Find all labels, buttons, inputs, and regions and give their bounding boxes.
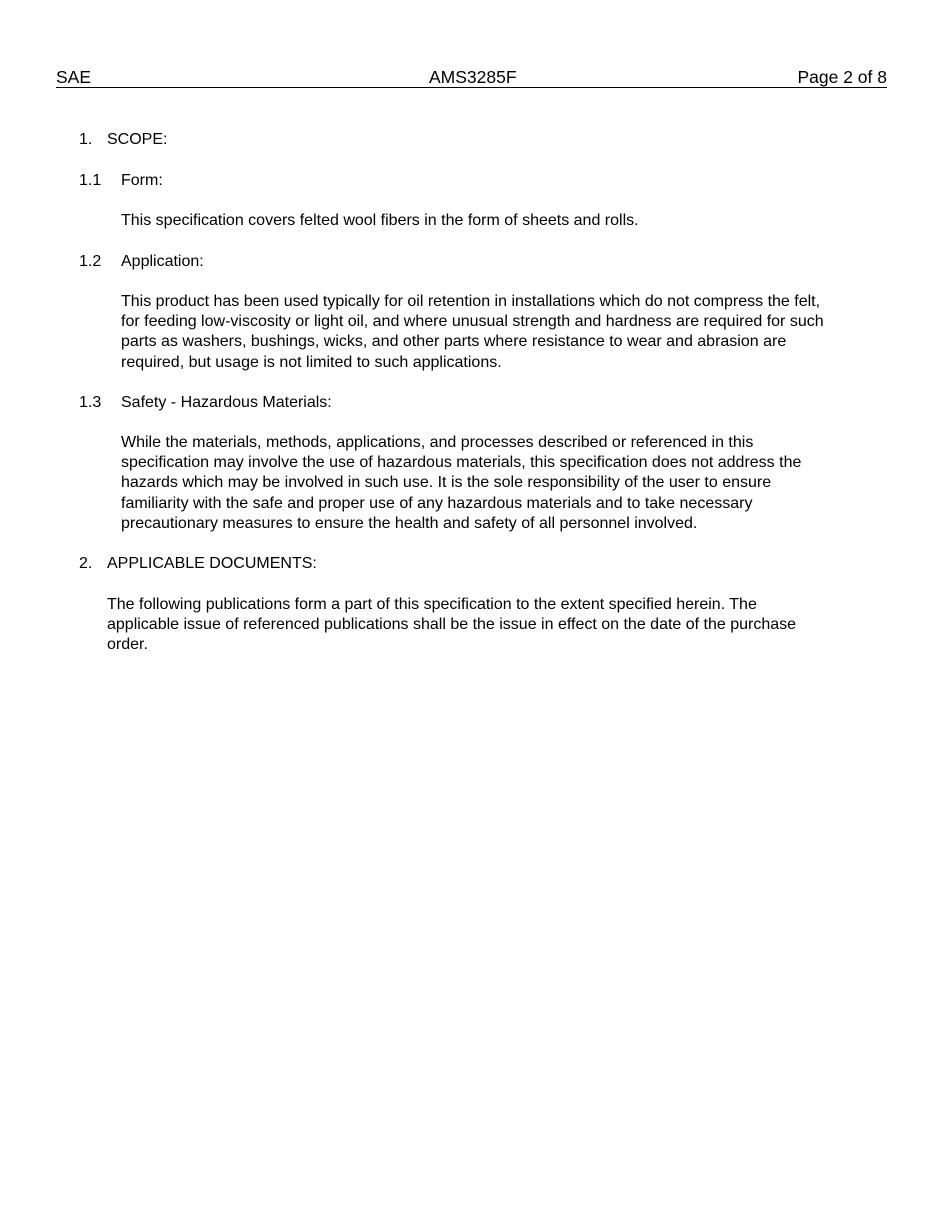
- section-1-1-body: This specification covers felted wool fibers in the form of sheets and rolls.: [121, 212, 639, 229]
- section-1-2-line: This product has been used typically for oil retention in installations which do not compress the felt,: [121, 293, 821, 310]
- section-2-line: applicable issue of referenced publications shall be the issue in effect on the date of the purchase: [107, 616, 797, 634]
- section-1-title: SCOPE:: [107, 131, 168, 148]
- section-1-3-line: hazards which may be involved in such use. It is the sole responsibility of the user to ensure: [121, 474, 772, 492]
- section-2-body: [107, 595, 796, 656]
- section-1-3-title: Safety - Hazardous Materials:: [121, 394, 332, 411]
- section-1-3-line: precautionary measures to ensure the health and safety of all personnel involved.: [121, 514, 698, 532]
- section-2-number: 2.: [79, 555, 93, 572]
- section-1-3-line: familiarity with the safe and proper use of any hazardous materials and to take necessary: [121, 494, 753, 512]
- section-1-number: 1.: [79, 131, 93, 148]
- section-2-line: order.: [107, 636, 148, 654]
- section-1-2-number: 1.2: [79, 253, 102, 270]
- header-page-number: Page 2 of 8: [797, 67, 887, 87]
- section-1-3-line: specification may involve the use of hazardous materials, this specification does not address the: [121, 454, 802, 472]
- section-1-3-line: While the materials, methods, applications, and processes described or referenced in this: [121, 434, 754, 451]
- section-1-3-body: [121, 433, 801, 534]
- section-1-2-body: [121, 292, 824, 373]
- section-2-line: The following publications form a part of this specification to the extent specified herein. The: [107, 596, 757, 613]
- section-1-2-title: Application:: [121, 253, 204, 270]
- section-1-3-number: 1.3: [79, 394, 102, 411]
- section-1-2-line: parts as washers, bushings, wicks, and other parts where resistance to wear and abrasion are: [121, 333, 787, 351]
- header-document-number: AMS3285F: [429, 67, 517, 87]
- section-1-2-line: for feeding low-viscosity or light oil, and where unusual strength and hardness are required for such: [121, 313, 824, 331]
- section-2-title: APPLICABLE DOCUMENTS:: [107, 555, 317, 572]
- header-organization: SAE: [56, 67, 92, 87]
- section-1-2-line: required, but usage is not limited to such applications.: [121, 353, 502, 371]
- page-header: [56, 67, 887, 88]
- section-1-1-number: 1.1: [79, 172, 102, 189]
- section-1-1-title: Form:: [121, 172, 163, 189]
